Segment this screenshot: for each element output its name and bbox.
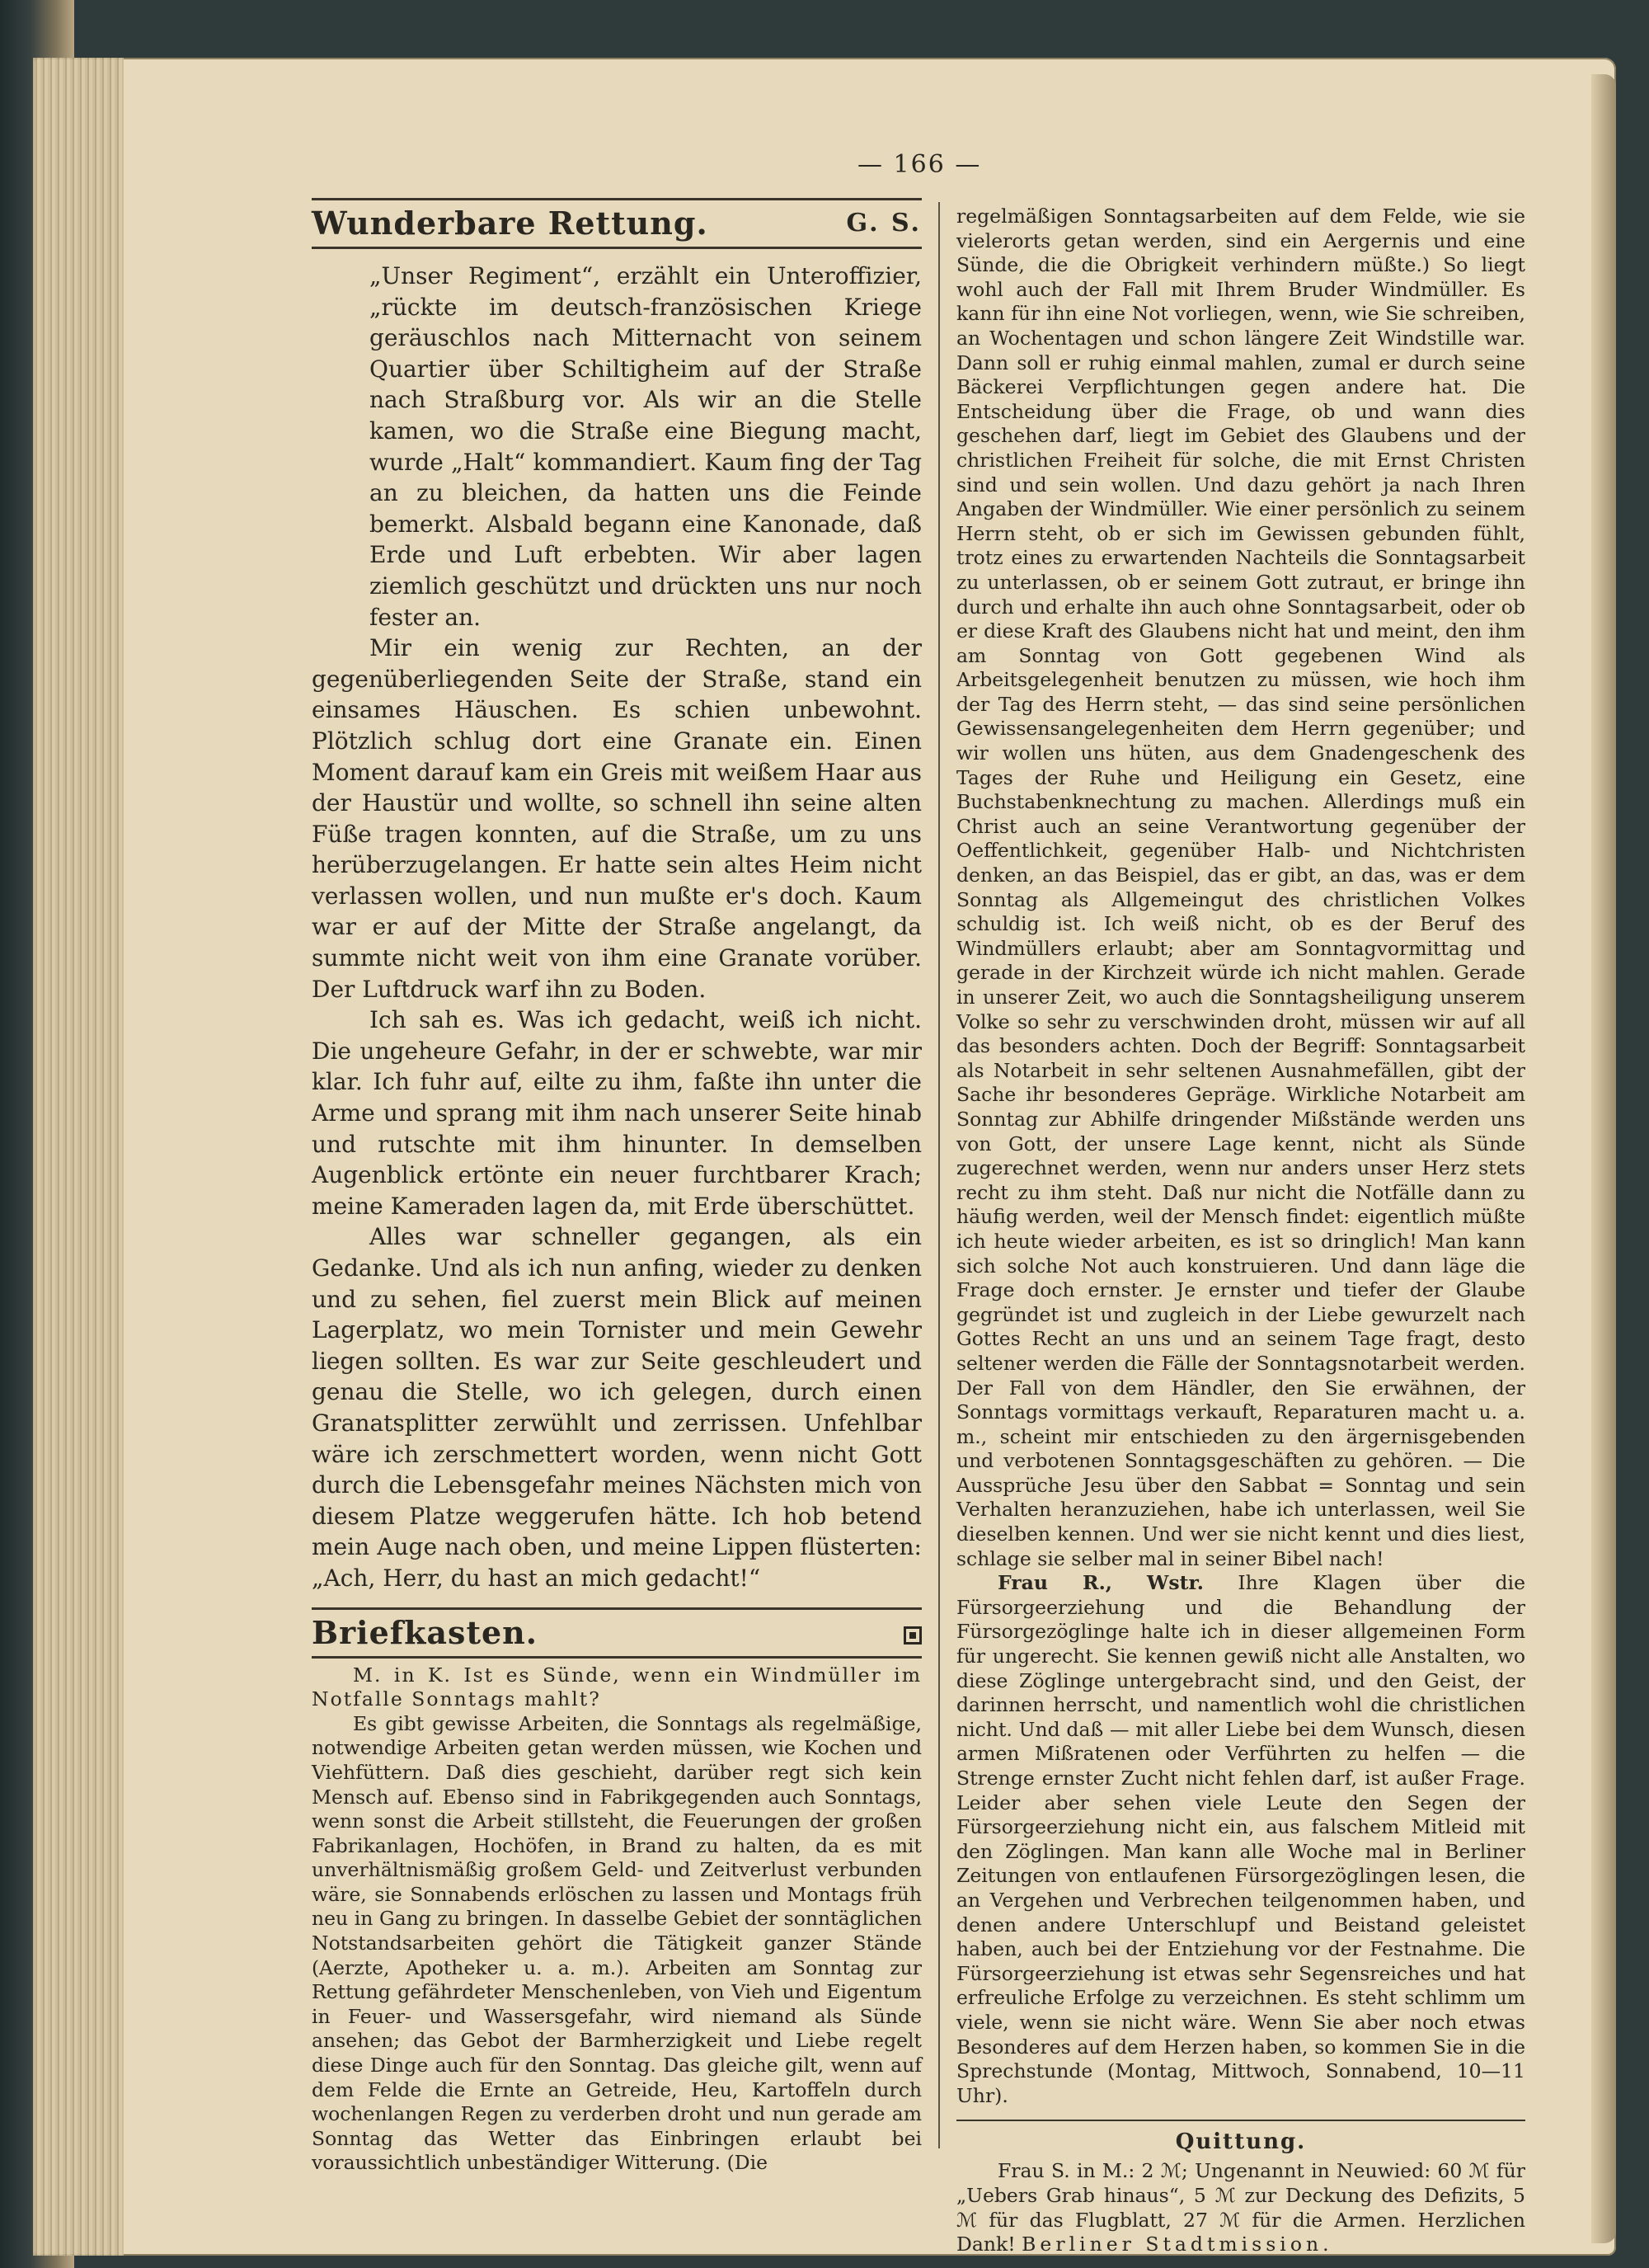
right-column [956, 205, 1525, 2257]
reply-2-text: Ihre Klagen über die Fürsorgeerziehung und die Behandlung der Fürsorgezöglinge halte ich in dieser allgemeinen Form für ungerecht. Sie kennen gewiß nicht alle Anstalten, wo diese Zöglinge untergebracht sind, und den Geist, der darinnen herrscht, und namentlich wohl die christlichen nicht. Und daß — mit aller Liebe bei dem Wunsch, diesen armen Mißratenen oder Verführten zu helfen — die Strenge ernster Zucht nicht fehlen darf, ist außer Frage. Leider aber sehen viele Leute den Segen der Fürsorgeerziehung nicht ein, aus falschem Mitleid mit den Zöglingen. Man kann alle Woche mal in Berliner Zeitungen von entlaufenen Fürsorgezöglingen lesen, die an Vergehen und Verbrechen teilgenommen haben, und denen andere Unterschlupf und Beistand geleistet haben, auch bei der Entziehung vor der Festnahme. Die Fürsorgeerziehung ist etwas sehr Segensreiches und hat erfreuliche Erfolge zu verzeichnen. Es steht schlimm um viele, wenn sie nicht wäre. Wenn Sie aber noch etwas Besonderes auf dem Herzen haben, so kommen Sie in die Sprechstunde (Montag, Mittwoch, Sonnabend, 10—11 Uhr). [956, 1571, 1525, 2107]
quittung-text: Frau S. in M.: 2 ℳ; Ungenannt in Neuwied: 60 ℳ für „Uebers Grab hinaus“, 5 ℳ zur Deckung des Defizits, 5 ℳ für das Flugblatt, 27 ℳ für die Armen. Herzlichen Dank! [956, 2159, 1525, 2256]
title-rule-bottom [312, 247, 922, 249]
page-number: — 166 — [857, 150, 982, 179]
briefkasten-title: Briefkasten. [312, 1613, 538, 1651]
story-paragraph-1: „Unser Regiment“, erzählt ein Unteroffizier, „rückte im deutsch-französischen Kriege geräuschlos nach Mitternacht von seinem Quartier über Schiltigheim auf der Straße nach Straßburg vor. Als wir an die Stelle kamen, wo die Straße eine Biegung macht, wurde „Halt“ kommandiert. Kaum fing der Tag an zu bleichen, da hatten uns die Feinde bemerkt. Alsbald begann eine Kanonade, daß Erde und Luft erbebten. Wir aber lagen ziemlich geschützt und drückten uns nur noch fester an. [369, 262, 922, 631]
quittung-block [956, 2159, 1525, 2256]
quittung-title: Quittung. [1175, 2129, 1307, 2155]
story-title: Wunderbare Rettung. [312, 205, 708, 242]
story-paragraph-4: Alles war schneller gegangen, als ein Gedanke. Und als ich nun anfing, wieder zu denken und zu sehen, fiel zuerst mein Blick auf meinen Lagerplatz, wo mein Tornister und mein Gewehr liegen sollten. Es war zur Seite geschleudert und genau die Stelle, wo ich gelegen, durch einen Granatsplitter zerwühlt und zerrissen. Unfehlbar wäre ich zerschmettert worden, wenn nicht Gott durch die Lebensgefahr meines Nächsten mich von diesem Platze weggerufen hätte. Ich hob betend mein Auge nach oben, und meine Lippen flüsterten: „Ach, Herr, du hast an mich gedacht!“ [312, 1223, 922, 1592]
page-edges-left [33, 58, 124, 2256]
reader-question: M. in K. Ist es Sünde, wenn ein Windmüller im Notfalle Sonntags mahlt? [312, 1663, 922, 1711]
reply-2 [956, 1571, 1525, 2108]
story-text [312, 261, 922, 1594]
briefkasten-text [312, 1663, 922, 2176]
answer-continuation-paragraph: regelmäßigen Sonntagsarbeiten auf dem Felde, wie sie vielerorts getan werden, sind ein Aergernis und eine Sünde, die die Obrigkeit verhindern müßte.) So liegt wohl auch der Fall mit Ihrem Bruder Windmüller. Es kann für ihn eine Not vorliegen, wenn, wie Sie schreiben, an Wochentagen und schon längere Zeit Windstille war. Dann soll er ruhig einmal mahlen, zumal er durch seine Bäckerei Verpflichtungen gegen andere hat. Die Entscheidung über die Frage, ob und wann dies geschehen darf, liegt im Gebiet des Glaubens und der christlichen Freiheit für solche, die mit Ernst Christen sind und sein wollen. Und dazu gehört ja nach Ihren Angaben der Windmüller. Wie einer persönlich zu seinem Herrn steht, ob er sich im Gewissen gebunden fühlt, trotz eines zu erwartenden Nachteils die Sonntagsarbeit zu unterlassen, ob er seinem Gott zutraut, er bringe ihn durch und erhalte ihn auch ohne Sonntagsarbeit, oder ob er diese Kraft des Glaubens nicht hat und meint, den ihm am Sonntag von Gott gegebenen Wind als Arbeitsgelegenheit benutzen zu müssen, wie hoch ihm der Tag des Herrn steht, — das sind seine persönlichen Gewissensangelegenheiten dem Herrn gegenüber; und wir wollen uns hüten, aus dem Gnadengeschenk des Tages der Ruhe und Heiligung ein Gesetz, eine Buchstabenknechtung zu machen. Allerdings muß ein Christ auch an seine Verantwortung gegenüber der Oeffentlichkeit, gegenüber Halb- und Nichtchristen denken, an das Beispiel, das er gibt, an das, was er dem Sonntag als Allgemeingut des christlichen Volkes schuldig ist. Ich weiß nicht, ob es der Beruf des Windmüllers erlaubt; aber am Sonntagvormittag und gerade in der Kirchzeit würde ich nicht mahlen. Gerade in unserer Zeit, wo auch die Sonntagsheiligung unserem Volke so sehr zu verschwinden droht, müssen wir auf all das besonders achten. Doch der Begriff: Sonntagsarbeit als Notarbeit in sehr seltenen Ausnahmefällen, gibt der Sache ihr besonderes Gepräge. Wirkliche Notarbeit am Sonntag zur Abhilfe dringender Mißstände werden uns von Gott, der unsere Lage kennt, nicht als Sünde zugerechnet werden, wenn nur anders unser Herz stets recht zu ihm steht. Daß nur nicht die Notfälle dann zu häufig werden, weil der Mensch findet: eigentlich müßte ich heute wieder arbeiten, es ist so dringlich! Man kann sich solche Not auch konstruieren. Und dann läge die Frage doch ernster. Je ernster und tiefer der Glaube gegründet ist und zugleich in der Liebe gewurzelt nach Gottes Recht an uns und an seinem Tage fragt, desto seltener werden die Fälle der Sonntagsnotarbeit werden. Der Fall von dem Händler, den Sie erwähnen, der Sonntags vormittags verkauft, Reparaturen macht u. a. m., scheint mir entschieden zu den ärgernisgebenden und verbotenen Sonntagsgeschäften zu gehören. — Die Aussprüche Jesu über den Sabbat = Sonntag und sein Verhalten heranzuziehen, habe ich unterlassen, weil Sie dieselben kennen. Und wer sie nicht kennt und dies liest, schlage sie selber mal in seiner Bibel nach! [956, 205, 1525, 1570]
briefkasten-rule-bottom [312, 1656, 922, 1659]
story-paragraph-2: Mir ein wenig zur Rechten, an der gegenüberliegenden Seite der Straße, stand ein einsames Häuschen. Es schien unbewohnt. Plötzlich schlug dort eine Granate ein. Einen Moment darauf kam ein Greis mit weißem Haar aus der Haustür und wollte, so schnell ihn seine alten Füße tragen konnten, auf die Straße, um zu uns herüberzugelangen. Er hatte sein altes Heim nicht verlassen wollen, und nun mußte er's doch. Kaum war er auf der Mitte der Straße angelangt, da summte nicht weit von ihm eine Granate vorüber. Der Luftdruck warf ihn zu Boden. [312, 634, 923, 1003]
page-edge-right [1591, 74, 1616, 2243]
left-column [312, 198, 922, 2176]
story-author-initials: G. S. [846, 209, 922, 238]
story-heading [312, 200, 922, 247]
quittung-rule [956, 2120, 1525, 2121]
story-paragraph-3: Ich sah es. Was ich gedacht, weiß ich nicht. Die ungeheure Gefahr, in der er schwebte, war mir klar. Ich fuhr auf, eilte zu ihm, faßte ihn unter die Arme und sprang mit ihm nach unserer Seite hinab und rutschte mit ihm hinunter. In demselben Augenblick ertönte ein neuer furchtbarer Krach; meine Kameraden lagen da, mit Erde überschüttet. [312, 1006, 922, 1220]
quittung-signature: Berliner Stadtmission. [1022, 2233, 1333, 2256]
ornament-square-icon [904, 1626, 922, 1645]
answer-paragraph: Es gibt gewisse Arbeiten, die Sonntags als regelmäßige, notwendige Arbeiten getan werden müssen, wie Kochen und Viehfüttern. Daß dies geschieht, darüber regt sich kein Mensch auf. Ebenso sind in Fabrikgegenden auch Sonntags, wenn sonst die Arbeit stillsteht, die Feuerungen der großen Fabrikanlagen, Hochöfen, in Brand zu halten, da es mit unverhältnismäßig großem Geld- und Zeitverlust verbunden wäre, sie Sonnabends erlöschen zu lassen und Montags früh neu in Gang zu bringen. In dasselbe Gebiet der sonntäglichen Notstandsarbeiten gehört die Tätigkeit ganzer Stände (Aerzte, Apotheker u. a. m.). Arbeiten am Sonntag zur Rettung gefährdeter Menschenleben, von Vieh und Eigentum in Feuer- und Wassersgefahr, wird niemand als Sünde ansehen; das Gebot der Barmherzigkeit und Liebe regelt diese Dinge auch für den Sonntag. Das gleiche gilt, wenn auf dem Felde die Ernte an Getreide, Heu, Kartoffeln durch wochenlangen Regen zu verderben droht und nun gerade am Sonntag das Wetter das Einbringen erlaubt bei voraussichtlich unbeständiger Witterung. (Die [312, 1711, 922, 2175]
briefkasten-heading [312, 1610, 922, 1656]
quittung-paragraph [956, 2159, 1525, 2256]
answer-continuation [956, 205, 1525, 2108]
column-separator [938, 202, 940, 2148]
reply-2-addressee: Frau R., Wstr. [998, 1571, 1204, 1595]
